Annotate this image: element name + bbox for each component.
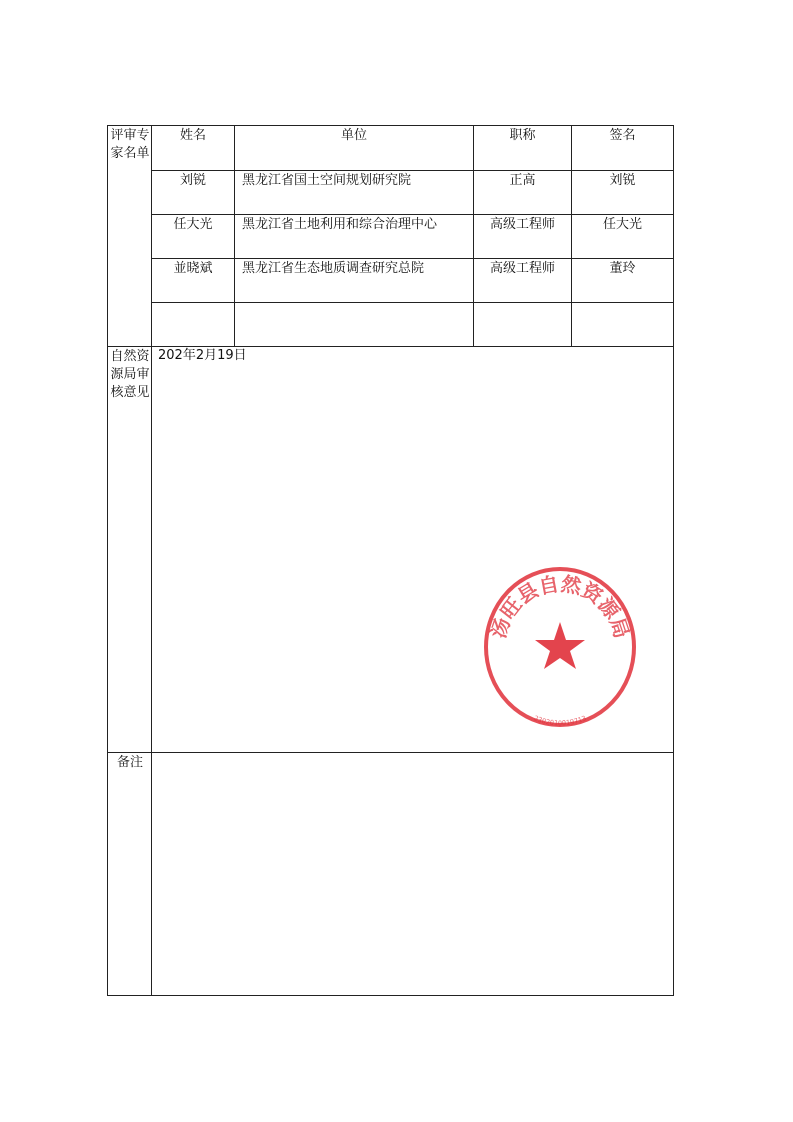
expert-signature: 任大光 <box>602 217 642 232</box>
header-name: 姓名 <box>179 128 206 143</box>
header-signature: 签名 <box>609 128 636 143</box>
table-border-bottom <box>107 995 674 996</box>
experts-section-label: 评审专家名单 <box>110 128 150 161</box>
column-divider <box>473 125 474 346</box>
remarks-section-label: 备注 <box>116 755 143 770</box>
expert-unit: 黑龙江省土地利用和综合治理中心 <box>242 217 438 232</box>
svg-text:2302010019713 <box>533 714 588 727</box>
official-seal-stamp <box>481 564 639 730</box>
seal-text: 汤旺县自然资源局 <box>485 571 635 642</box>
label-column-divider <box>151 125 152 996</box>
table-border-right <box>673 125 674 996</box>
column-divider <box>234 125 235 346</box>
row-divider <box>151 170 674 171</box>
expert-name: 並晓斌 <box>173 261 213 276</box>
row-divider <box>151 214 674 215</box>
table-border-top <box>107 125 674 126</box>
expert-signature: 董玲 <box>609 261 636 276</box>
expert-title: 高级工程师 <box>489 217 555 232</box>
seal-star-icon <box>535 622 585 669</box>
table-border-left <box>107 125 108 996</box>
review-date: 202年2月19日 <box>158 348 247 363</box>
expert-unit: 黑龙江省生态地质调查研究总院 <box>242 261 425 276</box>
header-unit: 单位 <box>340 128 367 143</box>
expert-name: 任大光 <box>173 217 213 232</box>
row-divider <box>151 258 674 259</box>
expert-signature: 刘锐 <box>609 173 636 188</box>
column-divider <box>571 125 572 346</box>
review-section-label: 自然资源局审核意见 <box>110 349 150 400</box>
expert-title: 正高 <box>509 173 536 188</box>
section-divider <box>107 752 674 753</box>
expert-name: 刘锐 <box>179 173 206 188</box>
header-title: 职称 <box>509 128 536 143</box>
row-divider <box>151 302 674 303</box>
expert-title: 高级工程师 <box>489 261 555 276</box>
review-form-table <box>107 125 674 996</box>
seal-code: 2302010019713 <box>532 714 588 728</box>
expert-unit: 黑龙江省国土空间规划研究院 <box>242 173 412 188</box>
